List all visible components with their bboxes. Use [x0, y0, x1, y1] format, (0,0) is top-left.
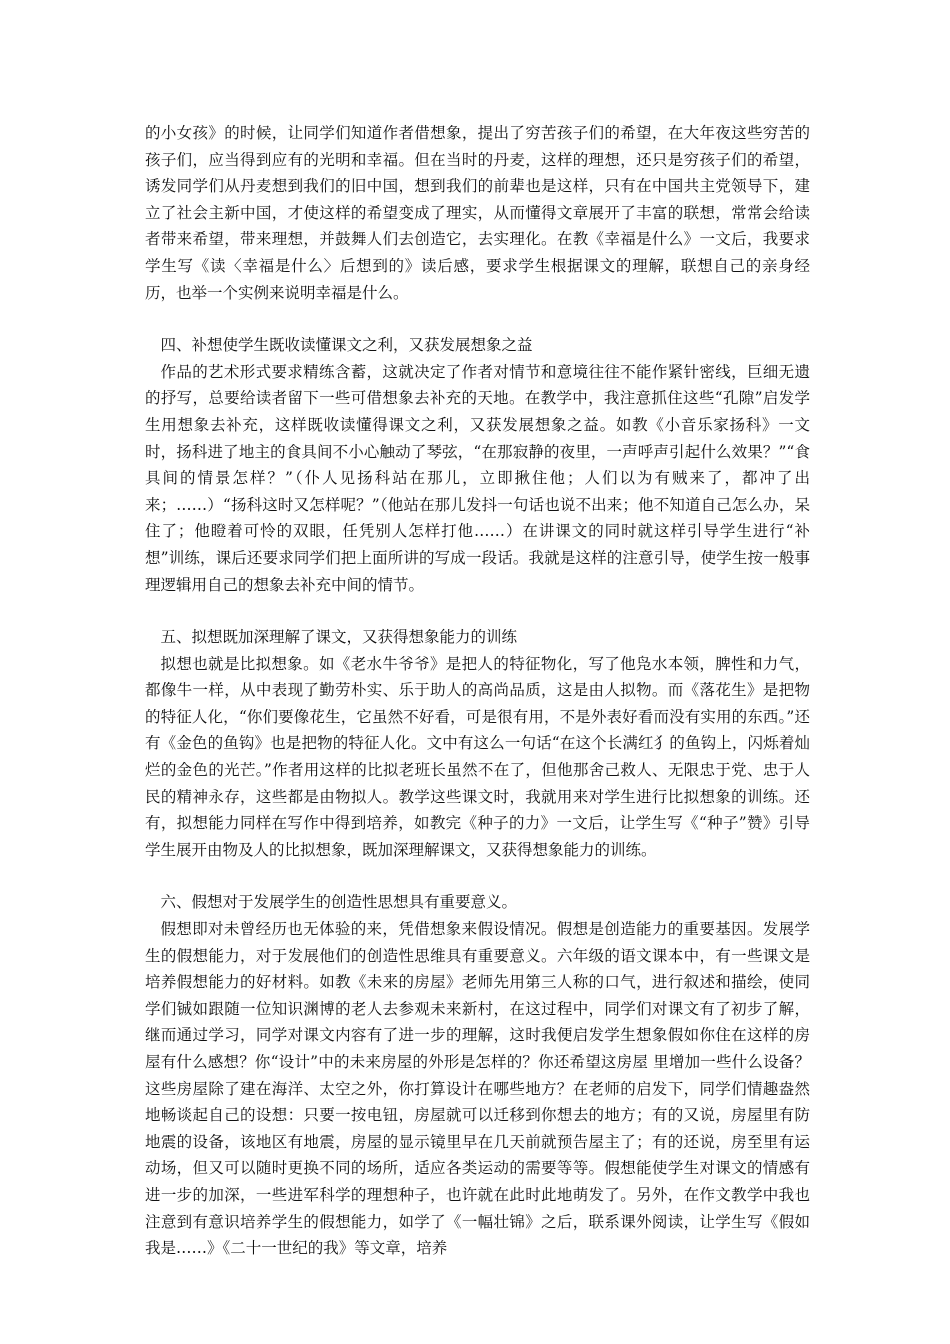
paragraph-continuation: 的小女孩》的时候，让同学们知道作者借想象，提出了穷苦孩子们的希望，在大年夜这些穷苦的孩子们，应当得到应有的光明和幸福。但在当时的丹麦，这样的理想，还只是穷孩子们的希望，诱发同学们从丹麦想到我们的旧中国，想到我们的前辈也是这样，只有在中国共主党领导下，建立了社会主新中国，才使这样的希望变成了理实，从而懂得文章展开了丰富的联想，常常会给读者带来希望，带来理想，并鼓舞人们去创造它，去实理化。在教《幸福是什么》一文后，我要求学生写《读〈幸福是什么〉后想到的》读后感，要求学生根据课文的理解，联想自己的亲身经历，也举一个实例来说明幸福是什么。 — [145, 124, 810, 302]
paragraph-gap — [145, 863, 810, 889]
document-page — [145, 120, 810, 1262]
section-body-6: 假想即对未曾经历也无体验的来，凭借想象来假设情况。假想是创造能力的重要基因。发展学生的假想能力，对于发展他们的创造性思维具有重要意义。六年级的语文课本中，有一些课文是培养假想能力的好材料。如教《未来的房屋》老师先用第三人称的口气，进行叙述和描绘，使同学们铖如跟随一位知识渊博的老人去参观未来新村，在这过程中，同学们对课文有了初步了解，继而通过学习，同学对课文内容有了进一步的理解，这时我便启发学生想象假如你住在这样的房屋有什么感想？你“设计”中的未来房屋的外形是怎样的？你还希望这房屋 里增加一些什么设备？这些房屋除了建在海洋、太空之外，你打算设计在哪些地方？在老师的启发下，同学们情趣盎然地畅谈起自己的设想：只要一按电钮，房屋就可以迁移到你想去的地方；有的又说，房屋里有防地震的设备，该地区有地震，房屋的显示镜里早在几天前就预告屋主了；有的还说，房至里有运动场，但又可以随时更换不同的场所，适应各类运动的需要等等。假想能使学生对课文的情感有进一步的加深，一些进军科学的理想种子，也许就在此时此地萌发了。另外，在作文教学中我也注意到有意识培养学生的假想能力，如学了《一幅壮锦》之后，联系课外阅读，让学生写《假如我是……》《二十一世纪的我》等文章，培养 — [145, 920, 810, 1258]
paragraph-gap — [145, 598, 810, 624]
section-heading-5: 五、拟想既加深理解了课文，又获得想象能力的训练 — [160, 628, 518, 647]
paragraph-gap — [145, 306, 810, 332]
section-heading-6: 六、假想对于发展学生的创造性思想具有重要意义。 — [160, 893, 518, 912]
section-heading-4: 四、补想使学生既收读懂课文之利，又获发展想象之益 — [160, 336, 533, 355]
section-body-5: 拟想也就是比拟想象。如《老水牛爷爷》是把人的特征物化，写了他凫水本领，脾性和力气，都像牛一样，从中表现了勤劳朴实、乐于助人的高尚品质，这是由人拟物。而《落花生》是把物的特征人化，“你们要像花生，它虽然不好看，可是很有用，不是外表好看而没有实用的东西。”还有《金色的鱼钩》也是把物的特征人化。文中有这么一句话“在这个长满红犭的鱼钩上，闪烁着灿烂的金色的光芒。”作者用这样的比拟老班长虽然不在了，但他那舍己救人、无限忠于党、忠于人民的精神永存，这些都是由物拟人。教学这些课文时，我就用来对学生进行比拟想象的训练。还有，拟想能力同样在写作中得到培养，如教完《种子的力》一文后，让学生写《“种子”赞》引导学生展开由物及人的比拟想象，既加深理解课文，又获得想象能力的训练。 — [145, 654, 810, 859]
section-body-4: 作品的艺术形式要求精练含蓄，这就决定了作者对情节和意境往往不能作紧针密线，巨细无遗的抒写，总要给读者留下一些可借想象去补充的天地。在教学中，我注意抓住这些“孔隙”启发学生用想象去补充，这样既收读懂得课文之利，又获发展想象之益。如教《小音乐家扬科》一文时，扬科进了地主的食具间不小心触动了琴弦，“在那寂静的夜里，一声呼声引起什么效果？”“食具间的情景怎样？”（仆人见扬科站在那儿，立即揪住他；人们以为有贼来了，都冲了出来；……）“扬科这时又怎样呢？”（他站在那儿发抖一句话也说不出来；他不知道自己怎么办，呆住了；他瞪着可怜的双眼，任凭别人怎样打他……）在讲课文的同时就这样引导学生进行“补想”训练，课后还要求同学们把上面所讲的写成一段话。我就是这样的注意引导，使学生按一般事理逻辑用自己的想象去补充中间的情节。 — [145, 362, 810, 594]
